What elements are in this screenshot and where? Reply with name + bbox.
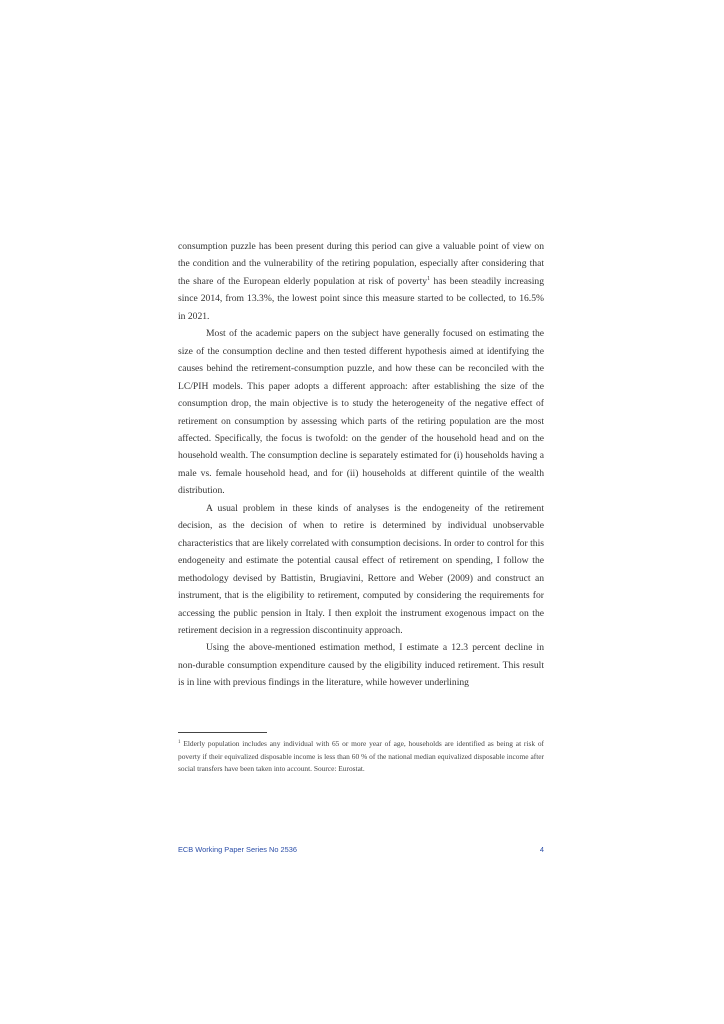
body-text (178, 238, 544, 692)
paragraph-4: Using the above-mentioned estimation method, I estimate a 12.3 percent decline in non-durable consumption expenditure caused by the eligibility induced retirement. This result is in line with previous findings in the literature, while however underlining (178, 642, 544, 689)
paragraph-1-text-start: consumption puzzle has been present during this period can give a valuable point of view on the condition and the vulnerability of the retiring population, especially after considering that the share of the European elderly population at risk of poverty (178, 241, 544, 287)
footnote (178, 738, 544, 776)
paragraph-1 (178, 238, 544, 325)
footnote-marker: 1 (178, 740, 181, 745)
footnote-text: Elderly population includes any individual with 65 or more year of age, households are identified as being at risk of poverty if their equivalized disposable income is less than 60 % of the national median equivalized disposable income after social transfers have been taken into account. Source: Eurostat. (178, 739, 544, 774)
paragraph-1-text-end: has been steadily increasing since 2014, from 13.3%, the lowest point since this measure started to be collected, to 16.5% in 2021. (178, 275, 545, 322)
footer-series-link[interactable]: ECB Working Paper Series No 2536 (178, 845, 297, 854)
footer-page-number[interactable]: 4 (539, 845, 544, 854)
paragraph-3: A usual problem in these kinds of analyses is the endogeneity of the retirement decision, as the decision of when to retire is determined by individual unobservable characteristics that are likely correlated with consumption decisions. In order to control for this endogeneity and estimate the potential causal effect of retirement on spending, I follow the methodology devised by Battistin, Brugiavini, Rettore and Weber (2009) and construct an instrument, that is the eligibility to retirement, computed by considering the requirements for accessing the public pension in Italy. I then exploit the instrument exogenous impact on the retirement decision in a regression discontinuity approach. (178, 502, 544, 636)
footnote-divider (178, 732, 267, 733)
paragraph-2: Most of the academic papers on the subject have generally focused on estimating the size of the consumption decline and then tested different hypothesis aimed at identifying the causes behind the retirement-consumption puzzle, and how these can be reconciled with the LC/PIH models. This paper adopts a different approach: after establishing the size of the consumption drop, the main objective is to study the heterogeneity of the negative effect of retirement on consumption by assessing which parts of the retiring population are the most affected. Specifically, the focus is twofold: on the gender of the household head and on the household wealth. The consumption decline is separately estimated for (i) households having a male vs. female household head, and for (ii) households at different quintile of the wealth distribution. (178, 328, 544, 497)
footnote-reference[interactable]: 1 (427, 275, 431, 282)
